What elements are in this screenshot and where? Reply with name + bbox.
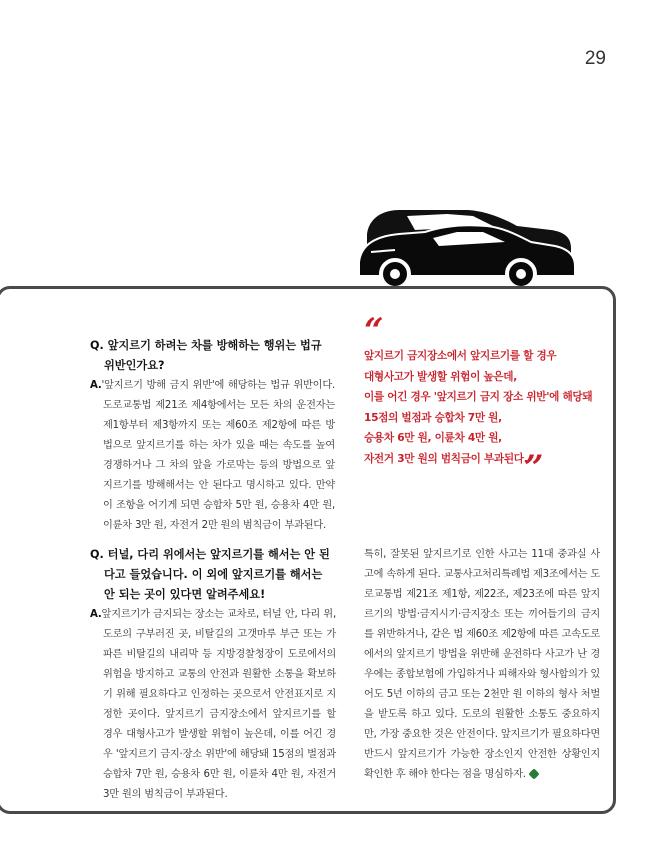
right-column-text: 특히, 잘못된 앞지르기로 인한 사고는 11대 중과실 사고에 속하게 된다. 교통사고처리특례법 제3조에서는 도로교통법 제21조 제1항, 제22조, 제23조에 따른 앞지르기의 방법·금지시기·금지장소 또는 끼어들기의 금지를 위반하거나, 같은 법 제60조 제2항에 따른 고속도로에서의 앞지르기 방법을 위반해 운전하다 사고가 난 경우에는 종합보험에 가입하거나 피해자와 형사합의가 있어도 5년 이하의 금고 또는 2천만 원 이하의 형사 처벌을 받도록 하고 있다. 도로의 원활한 소통도 중요하지만, 가장 중요한 것은 안전이다. 앞지르기가 필요하다면 반드시 앞지르기가 가능한 장소인지 안전한 상황인지 확인한 후 해야 한다는 점을 명심하자. bbox=[364, 549, 600, 780]
page-number: 29 bbox=[584, 48, 606, 69]
pull-quote-line: 대형사고가 발생할 위험이 높은데, bbox=[364, 370, 517, 383]
answer-1: A.'앞지르기 방해 금지 위반'에 해당하는 법규 위반이다. 도로교통법 제21조 제4항에서는 모든 차의 운전자는 제1항부터 제3항까지 또는 제60조 제2항에 따른 방법으로 앞지르기를 하는 차가 있을 때는 속도를 높여 경쟁하거나 그 차의 앞을 가로막는 등의 방법으로 앞지르기를 방해해서는 안 된다고 명시하고 있다. 만약 이 조항을 어기게 되면 승합차 5만 원, 승용차 4만 원, 이륜차 3만 원, 자전거 2만 원의 범칙금이 부과된다. bbox=[90, 380, 335, 531]
pull-quote-line: 승용차 6만 원, 이륜차 4만 원, bbox=[364, 432, 502, 444]
pull-quote-line: 자전거 3만 원의 범칙금이 부과된다. bbox=[364, 452, 528, 465]
qa-block-2 bbox=[90, 545, 336, 805]
close-quote-mark: ” bbox=[524, 448, 544, 488]
open-quote-mark: “ bbox=[364, 311, 384, 351]
pull-quote-line: 앞지르기 금지장소에서 앞지르기를 할 경우 bbox=[364, 350, 557, 362]
question-1: Q. 앞지르기 하려는 차를 방해하는 행위는 법규 위반인가요? bbox=[90, 339, 322, 372]
pull-quote bbox=[364, 311, 593, 488]
pull-quote-line: 이를 어긴 경우 '앞지르기 금지 장소 위반'에 해당돼 bbox=[364, 391, 593, 403]
question-2: Q. 터널, 다리 위에서는 앞지르기를 해서는 안 된다고 들었습니다. 이 외에 앞지르기를 해서는 안 되는 곳이 있다면 알려주세요! bbox=[90, 548, 330, 601]
qa-block-1 bbox=[90, 336, 335, 536]
end-mark-icon bbox=[528, 768, 539, 779]
cars-illustration bbox=[355, 204, 585, 290]
answer-2: A.앞지르기가 금지되는 장소는 교차로, 터널 안, 다리 위, 도로의 구부러진 곳, 비탈길의 고갯마루 부근 또는 가파른 비탈길의 내리막 등 지방경찰청장이 도로에서의 위험을 방지하고 교통의 안전과 원활한 소통을 확보하기 위해 필요하다고 인정하는 곳으로서 안전표지로 지정한 곳이다. 앞지르기 금지장소에서 앞지르기를 할 경우 대형사고가 발생할 위험이 높은데, 이를 어긴 경우 '앞지르기 금지·장소 위반'에 해당돼 15점의 벌점과 승합차 7만 원, 승용차 6만 원, 이륜차 4만 원, 자전거 3만 원의 범칙금이 부과된다. bbox=[90, 609, 336, 800]
pull-quote-line: 15점의 벌점과 승합차 7만 원, bbox=[364, 411, 502, 424]
